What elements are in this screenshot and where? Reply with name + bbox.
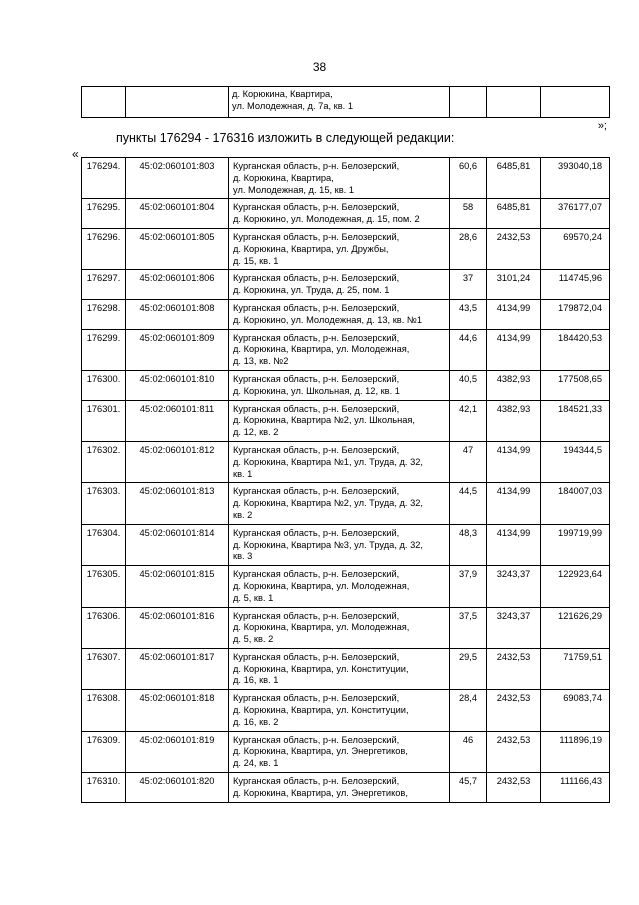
table-row bbox=[82, 607, 610, 648]
total-value-cell: 121626,29 bbox=[541, 607, 610, 648]
table-row bbox=[82, 158, 610, 199]
rate-value-cell: 6485,81 bbox=[487, 199, 541, 229]
total-value-cell: 194344,5 bbox=[541, 441, 610, 482]
cadastral-number-cell: 45:02:060101:803 bbox=[126, 158, 229, 199]
table-row bbox=[82, 400, 610, 441]
area-value-cell: 58 bbox=[450, 199, 487, 229]
total-value-cell: 71759,51 bbox=[541, 648, 610, 689]
area-value-cell: 45,7 bbox=[450, 773, 487, 803]
rate-value-cell: 3243,37 bbox=[487, 607, 541, 648]
address-cell: Курганская область, р-н. Белозерский, д. Корюкина, Квартира, ул. Молодежная, д. 15, кв. 1 bbox=[229, 158, 450, 199]
row-number-cell: 176297. bbox=[82, 270, 126, 300]
cadastral-number-cell: 45:02:060101:804 bbox=[126, 199, 229, 229]
total-value-cell: 69570,24 bbox=[541, 228, 610, 269]
table-row bbox=[82, 731, 610, 772]
rate-value-cell: 3101,24 bbox=[487, 270, 541, 300]
cadastral-number-cell: 45:02:060101:816 bbox=[126, 607, 229, 648]
continuation-cell-code bbox=[126, 87, 229, 118]
address-cell: Курганская область, р-н. Белозерский, д. Корюкина, Квартира, ул. Конституции, д. 16, кв. 2 bbox=[229, 690, 450, 731]
cadastral-number-cell: 45:02:060101:820 bbox=[126, 773, 229, 803]
table-row bbox=[82, 648, 610, 689]
total-value-cell: 376177,07 bbox=[541, 199, 610, 229]
area-value-cell: 48,3 bbox=[450, 524, 487, 565]
area-value-cell: 46 bbox=[450, 731, 487, 772]
total-value-cell: 199719,99 bbox=[541, 524, 610, 565]
row-number-cell: 176299. bbox=[82, 329, 126, 370]
address-cell: Курганская область, р-н. Белозерский, д. Корюкино, ул. Молодежная, д. 15, пом. 2 bbox=[229, 199, 450, 229]
address-cell: Курганская область, р-н. Белозерский, д. Корюкина, Квартира №2, ул. Школьная, д. 12, кв. 2 bbox=[229, 400, 450, 441]
address-cell: Курганская область, р-н. Белозерский, д. Корюкина, Квартира, ул. Молодежная, д. 5, кв. 1 bbox=[229, 566, 450, 607]
area-value-cell: 28,4 bbox=[450, 690, 487, 731]
row-number-cell: 176305. bbox=[82, 566, 126, 607]
address-cell: Курганская область, р-н. Белозерский, д. Корюкина, Квартира №2, ул. Труда, д. 32, кв. 2 bbox=[229, 483, 450, 524]
cadastral-number-cell: 45:02:060101:805 bbox=[126, 228, 229, 269]
total-value-cell: 111166,43 bbox=[541, 773, 610, 803]
table-row bbox=[82, 299, 610, 329]
cadastral-number-cell: 45:02:060101:817 bbox=[126, 648, 229, 689]
total-value-cell: 184007,03 bbox=[541, 483, 610, 524]
area-value-cell: 37 bbox=[450, 270, 487, 300]
address-cell: Курганская область, р-н. Белозерский, д. Корюкина, Квартира №1, ул. Труда, д. 32, кв. 1 bbox=[229, 441, 450, 482]
rate-value-cell: 4134,99 bbox=[487, 441, 541, 482]
row-number-cell: 176302. bbox=[82, 441, 126, 482]
total-value-cell: 111896,19 bbox=[541, 731, 610, 772]
row-number-cell: 176307. bbox=[82, 648, 126, 689]
table-row bbox=[82, 690, 610, 731]
continuation-cell-rate bbox=[487, 87, 541, 118]
table-row bbox=[82, 566, 610, 607]
rate-value-cell: 2432,53 bbox=[487, 731, 541, 772]
continuation-table bbox=[81, 86, 610, 118]
area-value-cell: 43,5 bbox=[450, 299, 487, 329]
row-number-cell: 176303. bbox=[82, 483, 126, 524]
rate-value-cell: 4134,99 bbox=[487, 483, 541, 524]
page-number: 38 bbox=[312, 60, 327, 74]
rate-value-cell: 4134,99 bbox=[487, 329, 541, 370]
table-row bbox=[82, 329, 610, 370]
area-value-cell: 47 bbox=[450, 441, 487, 482]
address-cell: Курганская область, р-н. Белозерский, д. Корюкина, Квартира, ул. Молодежная, д. 5, кв. 2 bbox=[229, 607, 450, 648]
table-row bbox=[82, 483, 610, 524]
rate-value-cell: 6485,81 bbox=[487, 158, 541, 199]
table-row bbox=[82, 370, 610, 400]
cadastral-number-cell: 45:02:060101:810 bbox=[126, 370, 229, 400]
address-cell: Курганская область, р-н. Белозерский, д. Корюкина, ул. Труда, д. 25, пом. 1 bbox=[229, 270, 450, 300]
table-row bbox=[82, 441, 610, 482]
total-value-cell: 184420,53 bbox=[541, 329, 610, 370]
continuation-cell-num bbox=[82, 87, 126, 118]
row-number-cell: 176300. bbox=[82, 370, 126, 400]
table-row bbox=[82, 199, 610, 229]
row-number-cell: 176306. bbox=[82, 607, 126, 648]
row-number-cell: 176308. bbox=[82, 690, 126, 731]
address-cell: Курганская область, р-н. Белозерский, д. Корюкина, Квартира, ул. Дружбы, д. 15, кв. 1 bbox=[229, 228, 450, 269]
total-value-cell: 179872,04 bbox=[541, 299, 610, 329]
intro-text: пункты 176294 - 176316 изложить в следующей редакции: bbox=[116, 131, 455, 145]
row-number-cell: 176295. bbox=[82, 199, 126, 229]
total-value-cell: 177508,65 bbox=[541, 370, 610, 400]
row-number-cell: 176296. bbox=[82, 228, 126, 269]
total-value-cell: 69083,74 bbox=[541, 690, 610, 731]
total-value-cell: 122923,64 bbox=[541, 566, 610, 607]
rate-value-cell: 4382,93 bbox=[487, 400, 541, 441]
area-value-cell: 60,6 bbox=[450, 158, 487, 199]
address-cell: Курганская область, р-н. Белозерский, д. Корюкино, ул. Молодежная, д. 13, кв. №1 bbox=[229, 299, 450, 329]
address-cell: Курганская область, р-н. Белозерский, д. Корюкина, Квартира, ул. Энергетиков, д. 24, кв. 1 bbox=[229, 731, 450, 772]
continuation-cell-total bbox=[541, 87, 610, 118]
row-number-cell: 176310. bbox=[82, 773, 126, 803]
cadastral-number-cell: 45:02:060101:819 bbox=[126, 731, 229, 772]
cadastral-number-cell: 45:02:060101:814 bbox=[126, 524, 229, 565]
table-row bbox=[82, 524, 610, 565]
row-number-cell: 176309. bbox=[82, 731, 126, 772]
table-row bbox=[82, 270, 610, 300]
area-value-cell: 44,6 bbox=[450, 329, 487, 370]
area-value-cell: 29,5 bbox=[450, 648, 487, 689]
cadastral-number-cell: 45:02:060101:806 bbox=[126, 270, 229, 300]
property-table-body bbox=[82, 158, 610, 803]
continuation-cell-area bbox=[450, 87, 487, 118]
total-value-cell: 184521,33 bbox=[541, 400, 610, 441]
cadastral-number-cell: 45:02:060101:811 bbox=[126, 400, 229, 441]
area-value-cell: 44,5 bbox=[450, 483, 487, 524]
area-value-cell: 37,9 bbox=[450, 566, 487, 607]
area-value-cell: 28,6 bbox=[450, 228, 487, 269]
rate-value-cell: 4134,99 bbox=[487, 299, 541, 329]
address-cell: Курганская область, р-н. Белозерский, д. Корюкина, ул. Школьная, д. 12, кв. 1 bbox=[229, 370, 450, 400]
cadastral-number-cell: 45:02:060101:813 bbox=[126, 483, 229, 524]
cadastral-number-cell: 45:02:060101:808 bbox=[126, 299, 229, 329]
address-cell: Курганская область, р-н. Белозерский, д. Корюкина, Квартира, ул. Конституции, д. 16, кв. 1 bbox=[229, 648, 450, 689]
rate-value-cell: 2432,53 bbox=[487, 228, 541, 269]
opening-quote: « bbox=[72, 147, 79, 161]
total-value-cell: 393040,18 bbox=[541, 158, 610, 199]
address-cell: Курганская область, р-н. Белозерский, д. Корюкина, Квартира, ул. Энергетиков, bbox=[229, 773, 450, 803]
rate-value-cell: 4382,93 bbox=[487, 370, 541, 400]
cadastral-number-cell: 45:02:060101:812 bbox=[126, 441, 229, 482]
area-value-cell: 42,1 bbox=[450, 400, 487, 441]
area-value-cell: 37,5 bbox=[450, 607, 487, 648]
row-number-cell: 176298. bbox=[82, 299, 126, 329]
row-number-cell: 176304. bbox=[82, 524, 126, 565]
rate-value-cell: 4134,99 bbox=[487, 524, 541, 565]
address-cell: Курганская область, р-н. Белозерский, д. Корюкина, Квартира, ул. Молодежная, д. 13, кв. №2 bbox=[229, 329, 450, 370]
cadastral-number-cell: 45:02:060101:818 bbox=[126, 690, 229, 731]
table-row bbox=[82, 228, 610, 269]
property-table bbox=[81, 157, 610, 803]
continuation-row bbox=[82, 87, 610, 118]
cadastral-number-cell: 45:02:060101:809 bbox=[126, 329, 229, 370]
rate-value-cell: 2432,53 bbox=[487, 648, 541, 689]
total-value-cell: 114745,96 bbox=[541, 270, 610, 300]
closing-quote: »; bbox=[597, 120, 607, 132]
continuation-cell-address: д. Корюкина, Квартира, ул. Молодежная, д. 7а, кв. 1 bbox=[229, 87, 450, 118]
row-number-cell: 176301. bbox=[82, 400, 126, 441]
rate-value-cell: 3243,37 bbox=[487, 566, 541, 607]
rate-value-cell: 2432,53 bbox=[487, 690, 541, 731]
address-cell: Курганская область, р-н. Белозерский, д. Корюкина, Квартира №3, ул. Труда, д. 32, кв. 3 bbox=[229, 524, 450, 565]
cadastral-number-cell: 45:02:060101:815 bbox=[126, 566, 229, 607]
rate-value-cell: 2432,53 bbox=[487, 773, 541, 803]
table-row bbox=[82, 773, 610, 803]
area-value-cell: 40,5 bbox=[450, 370, 487, 400]
row-number-cell: 176294. bbox=[82, 158, 126, 199]
